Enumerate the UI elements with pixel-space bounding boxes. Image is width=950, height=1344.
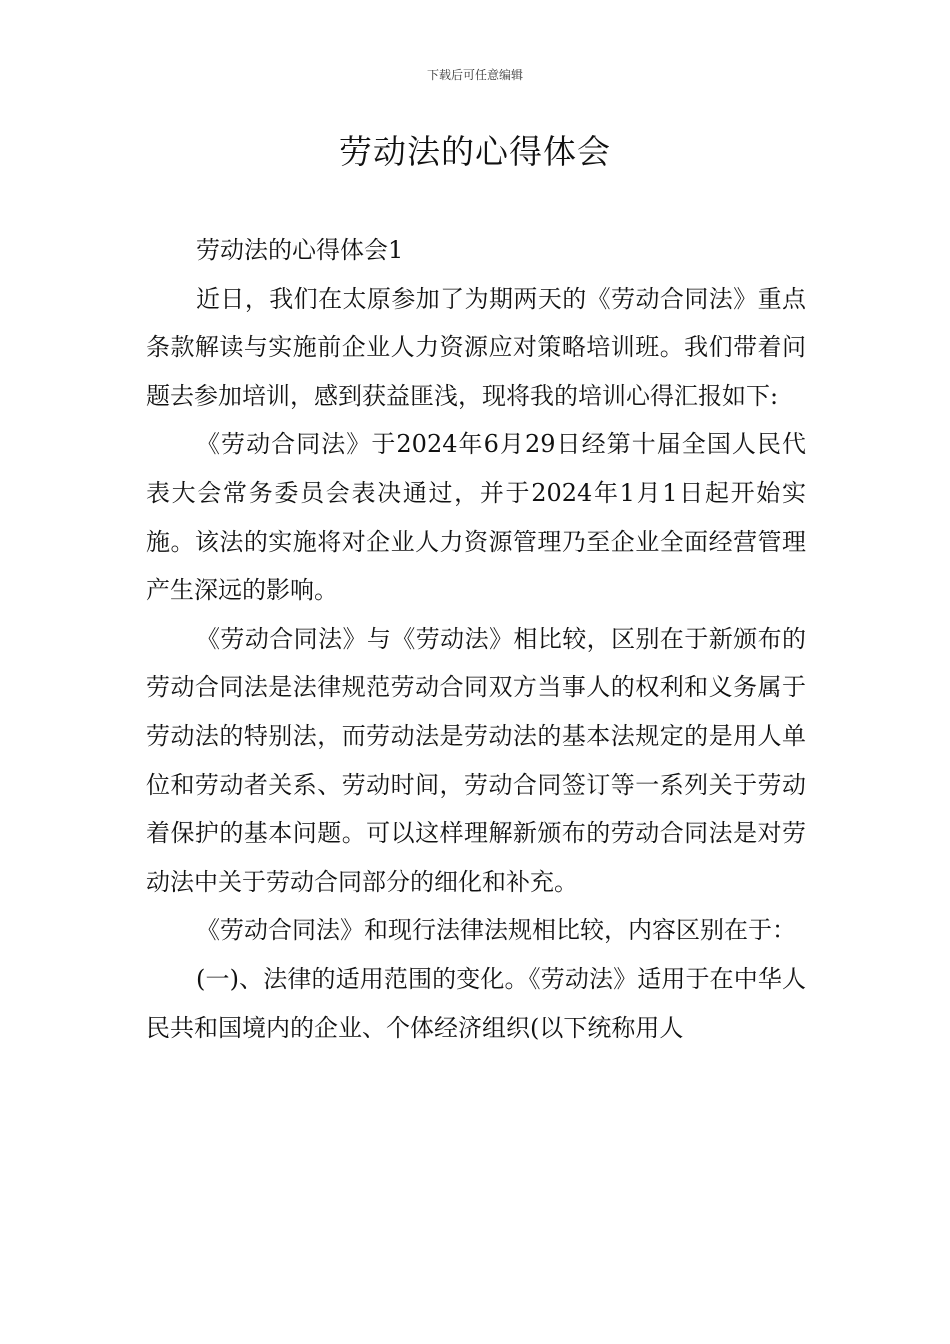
paragraph: 《劳动合同法》与《劳动法》相比较，区别在于新颁布的劳动合同法是法律规范劳动合同双方当事人的权利和义务属于劳动法的特别法，而劳动法是劳动法的基本法规定的是用人单位和劳动者关系、劳动时间，劳动合同签订等一系列关于劳动着保护的基本问题。可以这样理解新颁布的劳动合同法是对劳动法中关于劳动合同部分的细化和补充。 (146, 624, 806, 896)
paragraph: 《劳动合同法》和现行法律法规相比较，内容区别在于： (196, 916, 796, 945)
document-title: 劳动法的心得体会 (339, 132, 611, 171)
document-body (146, 226, 806, 1052)
paragraph: 近日，我们在太原参加了为期两天的《劳动合同法》重点条款解读与实施前企业人力资源应对策略培训班。我们带着问题去参加培训，感到获益匪浅，现将我的培训心得汇报如下: (146, 284, 806, 410)
paragraph-heading: 劳动法的心得体会1 (196, 236, 404, 264)
paragraph: (一)、法律的适用范围的变化。《劳动法》适用于在中华人民共和国境内的企业、个体经济组织(以下统称用人 (146, 964, 806, 1042)
paragraph: 《劳动合同法》于2024年6月29日经第十届全国人民代表大会常务委员会表决通过，并于2024年1月1日起开始实施。该法的实施将对企业人力资源管理乃至企业全面经营管理产生深远的影响。 (146, 430, 806, 605)
header-note: 下载后可任意编辑 (426, 68, 523, 82)
